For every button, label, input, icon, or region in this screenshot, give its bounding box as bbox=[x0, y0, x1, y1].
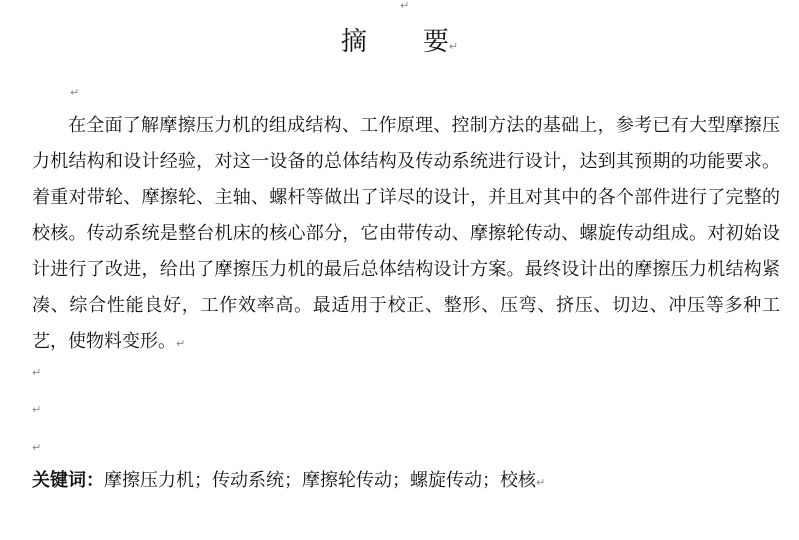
keywords-line bbox=[32, 466, 545, 498]
abstract-paragraph bbox=[32, 108, 780, 362]
keywords-label: 关键词： bbox=[32, 470, 104, 491]
paragraph-mark: ↵ bbox=[400, 0, 410, 12]
paragraph-mark: ↵ bbox=[70, 86, 80, 99]
paragraph-mark: ↵ bbox=[32, 441, 42, 454]
page-title bbox=[0, 22, 799, 67]
paragraph-mark: ↵ bbox=[448, 40, 459, 53]
paragraph-mark: ↵ bbox=[176, 337, 186, 350]
title-char-1: 摘 bbox=[340, 27, 367, 57]
keywords-text: 摩擦压力机；传动系统；摩擦轮传动；螺旋传动；校核 bbox=[104, 470, 536, 491]
paragraph-mark: ↵ bbox=[536, 476, 546, 489]
paragraph-mark: ↵ bbox=[32, 403, 42, 416]
abstract-text: 在全面了解摩擦压力机的组成结构、工作原理、控制方法的基础上，参考已有大型摩擦压力机结构和设计经验，对这一设备的总体结构及传动系统进行设计，达到其预期的功能要求。着重对带轮、摩擦轮、主轴、螺杆等做出了详尽的设计，并且对其中的各个部件进行了完整的校核。传动系统是整台机床的核心部分，它由带传动、摩擦轮传动、螺旋传动组成。对初始设计进行了改进，给出了摩擦压力机的最后总体结构设计方案。最终设计出的摩擦压力机结构紧凑、综合性能良好，工作效率高。最适用于校正、整形、压弯、挤压、切边、冲压等多种工艺，使物料变形。 bbox=[32, 115, 780, 352]
title-char-2: 要 bbox=[422, 27, 449, 57]
paragraph-mark: ↵ bbox=[32, 366, 42, 379]
